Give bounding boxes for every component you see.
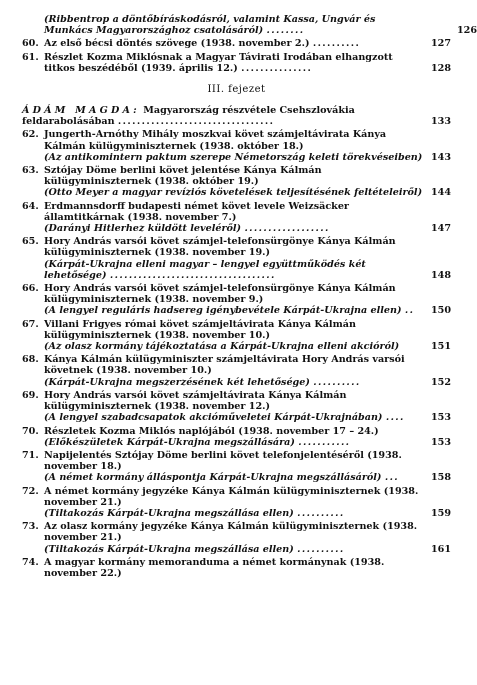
page-number: 151	[430, 341, 451, 353]
leader-dots: ........	[266, 25, 305, 37]
page-number: 152	[430, 376, 451, 388]
author-essay-title: Magyarország részvétele Csehszlovákia feldarabolásában	[22, 105, 355, 128]
toc-entry-70	[22, 426, 451, 448]
leader-dots: ..	[404, 305, 415, 317]
leader-dots: .................................	[117, 116, 275, 128]
toc-entry-69	[22, 390, 451, 424]
entry-number: 70.	[22, 425, 39, 437]
entry-title: Hory András varsói követ számjel-telefonsürgönye Kánya Kálmán külügyminiszternek (1938. november 9.)	[44, 283, 396, 306]
leader-dots: ...............	[241, 62, 313, 74]
page-number: 143	[430, 151, 451, 163]
page-number: 133	[430, 116, 451, 128]
entry-title: Napijelentés Sztójay Döme berlini követ telefonjelentéséről (1938. november 18.)	[44, 449, 402, 473]
toc-entry-62	[22, 129, 451, 163]
leader-dots: ..........	[313, 376, 361, 388]
entry-title: Villani Frigyes római követ számjeltávirata Kánya Kálmán külügyminiszternek (1938. november 10.)	[44, 318, 356, 341]
toc-entry-65	[22, 236, 451, 281]
entry-subtitle: (Kárpát-Ukrajna megszerzésének két lehetősége)	[44, 376, 310, 388]
entry-title: A magyar kormány memoranduma a német kormánynak (1938. november 22.)	[44, 556, 385, 579]
toc-entry-67	[22, 319, 451, 353]
entry-number: 65.	[22, 236, 39, 248]
page-number: 128	[430, 62, 451, 74]
chapter-author-entry	[22, 105, 451, 127]
entry-number: 69.	[22, 389, 39, 401]
entry-title: Kánya Kálmán külügyminiszter számjeltávirata Hory András varsói követnek (1938. november 10.)	[44, 354, 405, 377]
entry-number: 60.	[22, 38, 39, 50]
toc-entry-71	[22, 450, 451, 484]
toc-entry-66	[22, 283, 451, 317]
leader-dots: ....	[385, 412, 405, 424]
toc-entry-61	[22, 52, 451, 74]
entry-subtitle: (Darányi Hitlerhez küldött leveléről)	[44, 223, 242, 235]
entry-number: 61.	[22, 51, 39, 63]
entry-subtitle: (Tiltakozás Kárpát-Ukrajna megszállása ellen)	[44, 507, 294, 519]
toc-entry-63	[22, 165, 451, 199]
entry-subtitle: (Tiltakozás Kárpát-Ukrajna megszállása ellen)	[44, 543, 294, 555]
entry-subtitle: (Ribbentrop a döntőbíráskodásról, valamint Kassa, Ungvár és Munkács Magyarországhoz csatolásáról)	[44, 14, 376, 37]
entry-title: Jungerth-Arnóthy Mihály moszkvai követ számjeltávirata Kánya Kálmán külügyminiszternek (1938. október 18.)	[44, 129, 387, 152]
leader-dots: ..........	[297, 543, 345, 555]
entry-title: Részletek Kozma Miklós naplójából (1938. november 17 – 24.)	[44, 425, 379, 437]
entry-title: A német kormány jegyzéke Kánya Kálmán külügyminiszternek (1938. november 21.)	[44, 485, 419, 508]
entry-title: Az első bécsi döntés szövege (1938. november 2.)	[44, 38, 310, 50]
entry-subtitle: (A lengyel szabadcsapatok akcióműveletei Kárpát-Ukrajnában)	[44, 412, 383, 424]
entry-number: 63.	[22, 165, 39, 177]
page-number: 147	[430, 223, 451, 235]
page-number: 150	[430, 305, 451, 317]
entry-subtitle: (Előkészületek Kárpát-Ukrajna megszállására)	[44, 436, 295, 448]
entry-number: 64.	[22, 200, 39, 212]
entry-number: 62.	[22, 129, 39, 141]
toc-entry-68	[22, 354, 451, 388]
entry-title: Az olasz kormány jegyzéke Kánya Kálmán külügyminiszternek (1938. november 21.)	[44, 521, 418, 544]
leader-dots: ..................	[244, 223, 330, 235]
page-number: 158	[430, 472, 451, 484]
toc-entry-72	[22, 486, 451, 520]
entry-number: 72.	[22, 485, 39, 497]
entry-title: Hory András varsói követ számjel-telefonsürgönye Kánya Kálmán külügyminiszternek (1938. november 19.)	[44, 236, 396, 259]
entry-subtitle: (Kárpát-Ukrajna elleni magyar – lengyel együttműködés két lehetősége)	[44, 258, 366, 281]
entry-title: Hory András varsói követ számjeltávirata Kánya Kálmán külügyminiszternek (1938. november 12.)	[44, 389, 347, 413]
entry-title: Erdmannsdorff budapesti német követ levele Weizsäcker államtitkárnak (1938. november 7.)	[44, 200, 349, 223]
entry-number: 73.	[22, 521, 39, 533]
entry-59-continuation	[44, 14, 477, 37]
entry-title: Sztójay Döme berlini követ jelentése Kánya Kálmán külügyminiszternek (1938. október 19.)	[44, 165, 322, 188]
entry-title: Részlet Kozma Miklósnak a Magyar Távirati Irodában elhangzott titkos beszédéből (1939. április 12.)	[44, 51, 393, 74]
author-name: ÁDÁM MAGDA:	[22, 105, 140, 117]
entry-subtitle: (Az antikomintern paktum szerepe Németország keleti törekvéseiben)	[44, 151, 423, 163]
leader-dots: ...................................	[109, 269, 276, 281]
toc-entry-60	[22, 38, 451, 49]
toc-entry-73	[22, 521, 451, 555]
leader-dots: ..........	[312, 38, 361, 50]
entry-subtitle: (Otto Meyer a magyar revíziós követelések teljesítésének feltételeiről)	[44, 187, 423, 199]
entry-number: 68.	[22, 354, 39, 366]
page-number: 144	[430, 187, 451, 199]
entry-subtitle: (A német kormány álláspontja Kárpát-Ukrajna megszállásáról)	[44, 472, 382, 484]
entry-number: 74.	[22, 556, 39, 568]
page-number: 161	[430, 543, 451, 555]
entry-number: 71.	[22, 449, 39, 461]
leader-dots: ...	[384, 472, 400, 484]
toc-entry-64	[22, 201, 451, 235]
page-number: 148	[430, 269, 451, 281]
page-number: 153	[430, 412, 451, 424]
leader-dots: ...........	[298, 436, 351, 448]
entry-number: 67.	[22, 318, 39, 330]
entry-subtitle: (A lengyel reguláris hadsereg igénybevétele Kárpát-Ukrajna ellen)	[44, 305, 402, 317]
chapter-heading: III. fejezet	[207, 84, 266, 96]
page-number: 159	[430, 507, 451, 519]
page-number: 126	[456, 25, 477, 37]
page-number: 127	[430, 38, 451, 50]
toc-entry-74	[22, 557, 451, 579]
entry-subtitle: (Az olasz kormány tájékoztatása a Kárpát-Ukrajna elleni akcióról)	[44, 341, 400, 353]
leader-dots: ..........	[297, 507, 345, 519]
page-number: 153	[430, 436, 451, 448]
entry-number: 66.	[22, 283, 39, 295]
